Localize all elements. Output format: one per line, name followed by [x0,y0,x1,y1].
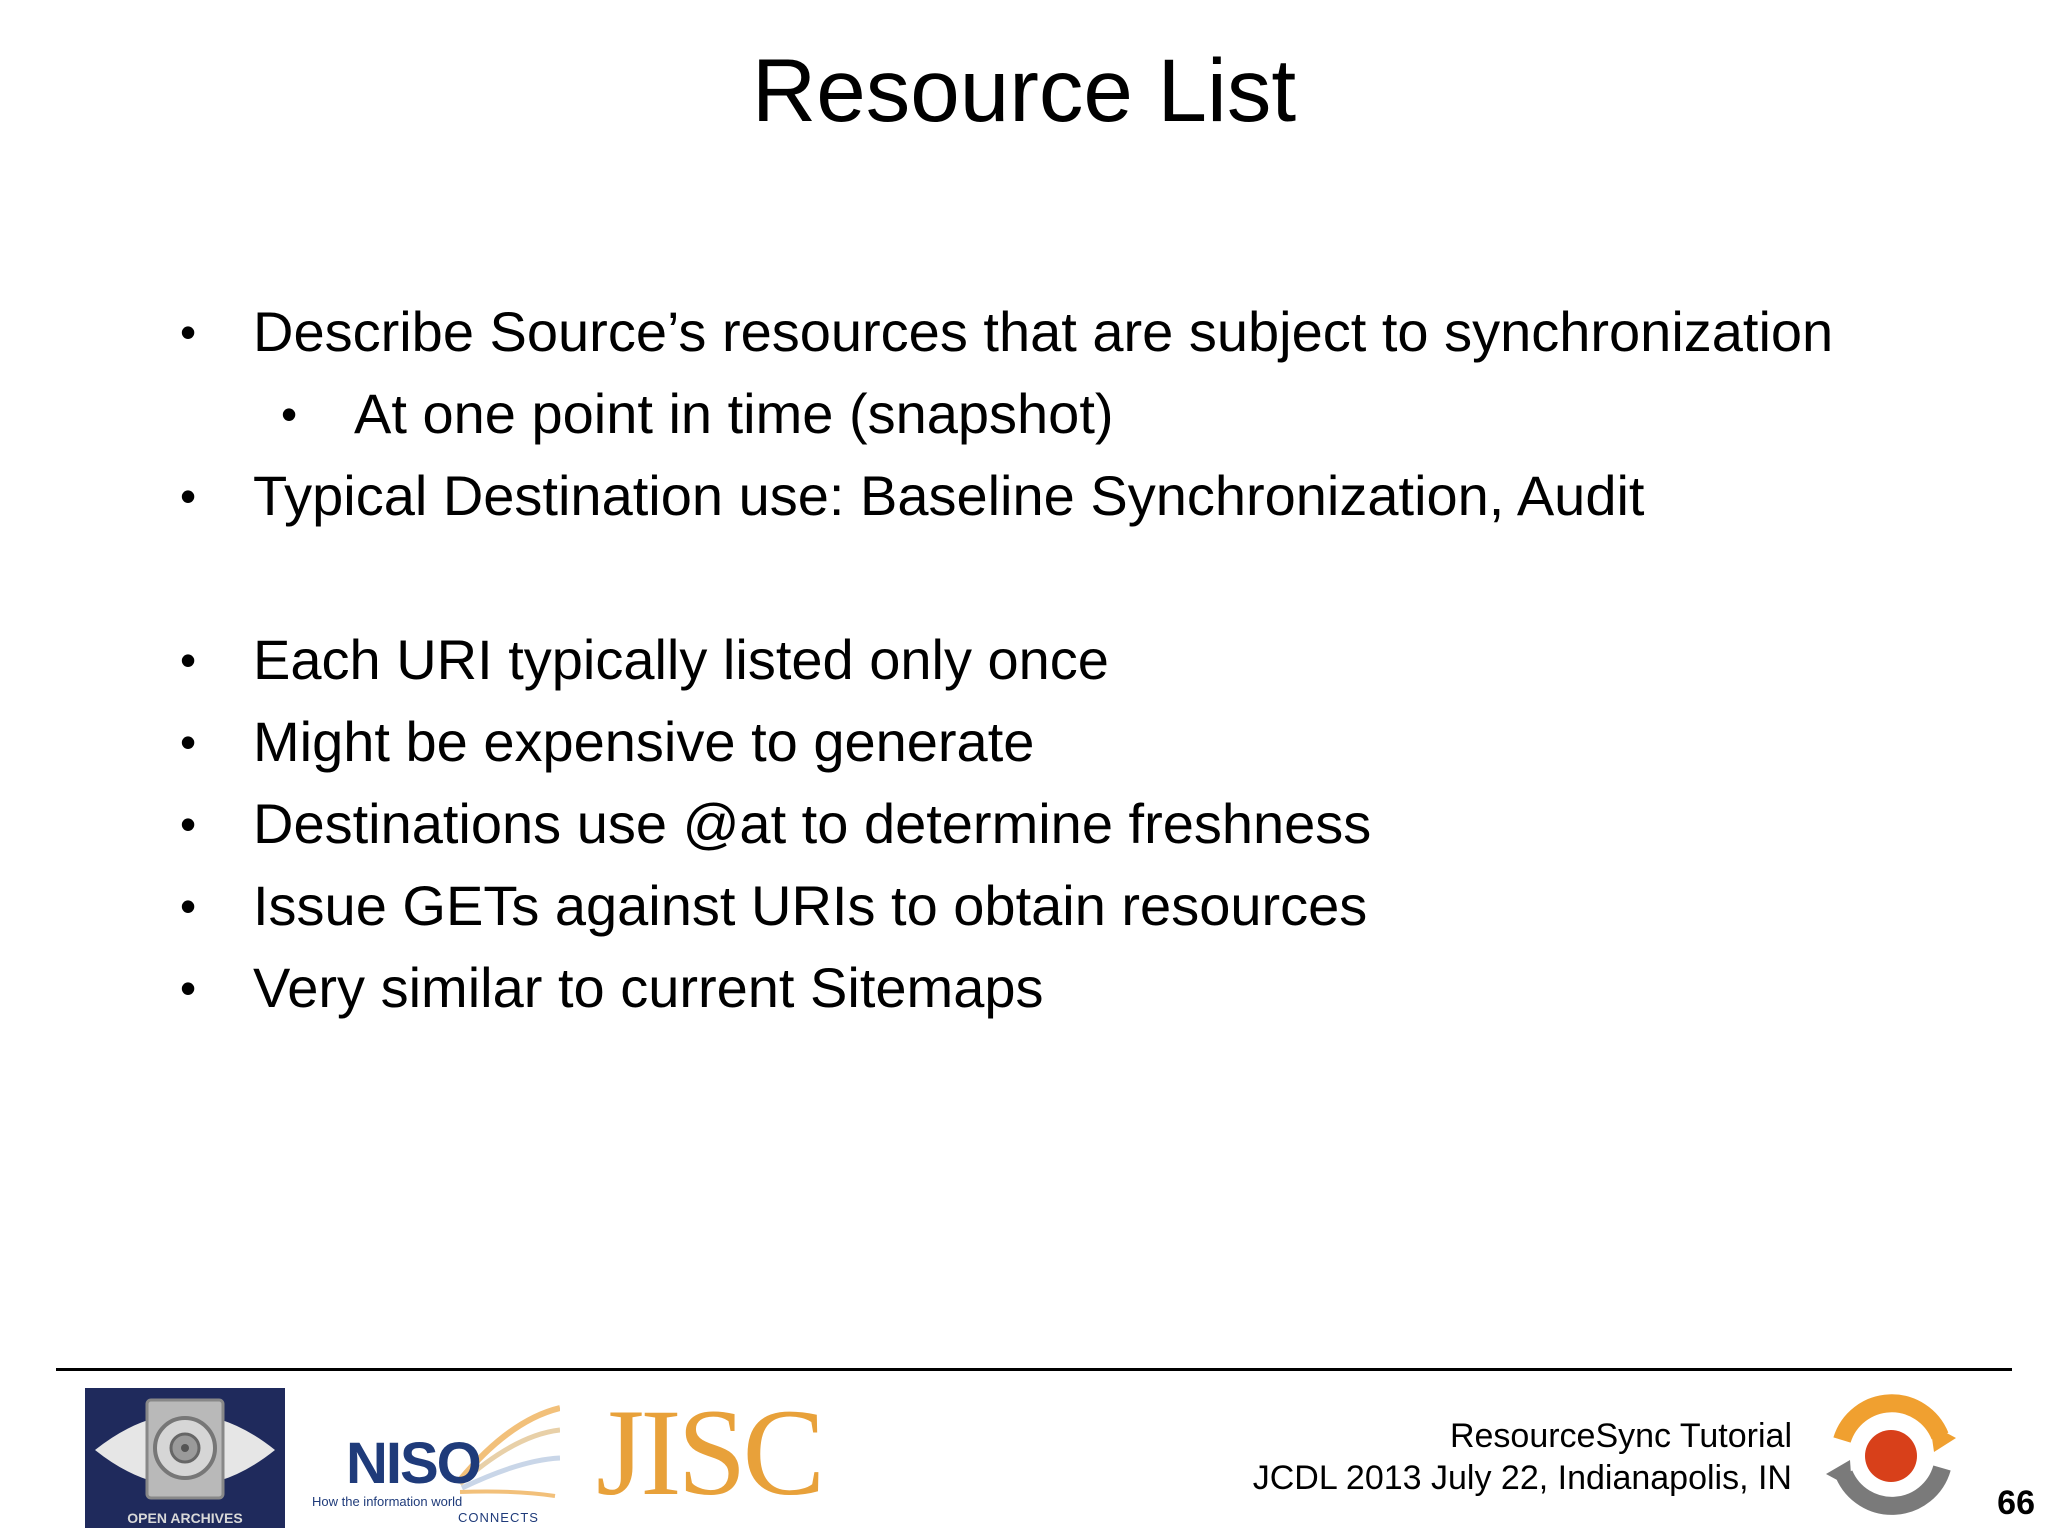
niso-tagline-2: CONNECTS [458,1510,539,1525]
bullet-text: At one point in time (snapshot) [354,382,1114,445]
bullet-item [180,955,1044,1021]
footer-tutorial-title: ResourceSync Tutorial [1449,1417,1792,1455]
bullet-text: Destinations use @at to determine freshness [253,792,1372,855]
bullet-text: Typical Destination use: Baseline Synchronization, Audit [253,464,1645,527]
footer-divider [56,1368,2012,1371]
bullet-text: Issue GETs against URIs to obtain resources [253,874,1368,937]
bullet-glyph: • [180,634,197,686]
niso-wordmark: NISO [346,1431,480,1496]
bullet-glyph: • [180,798,197,850]
bullet-text: Each URI typically listed only once [253,628,1109,691]
footer-event-info: JCDL 2013 July 22, Indianapolis, IN [1252,1459,1792,1497]
bullet-glyph: • [180,962,197,1014]
bullet-item [180,463,1645,529]
bullet-item [180,791,1372,857]
bullet-glyph: • [281,388,298,440]
niso-tagline-1: How the information world [312,1494,463,1509]
bullet-item [281,381,1114,447]
bullet-item [180,873,1368,939]
open-archives-logo [85,1388,285,1528]
bullet-glyph: • [180,470,197,522]
open-archives-label: OPEN ARCHIVES [127,1510,243,1526]
sync-cycle-icon [1822,1388,1960,1528]
niso-logo [310,1400,560,1530]
bullet-item [180,627,1109,693]
bullet-text: Might be expensive to generate [253,710,1035,773]
bullet-glyph: • [180,306,197,358]
slide-title: Resource List [751,40,1297,140]
bullet-item [180,299,1834,365]
bullet-glyph: • [180,716,197,768]
page-number: 66 [1997,1484,2035,1522]
resourcesync-logo [1822,1388,1960,1528]
bullet-text: Describe Source’s resources that are subject to synchronization [253,300,1834,363]
bullet-glyph: • [180,880,197,932]
jisc-logo: JISC [596,1384,822,1521]
bullet-text: Very similar to current Sitemaps [253,956,1044,1019]
eye-icon [85,1388,285,1528]
bullet-item [180,709,1035,775]
